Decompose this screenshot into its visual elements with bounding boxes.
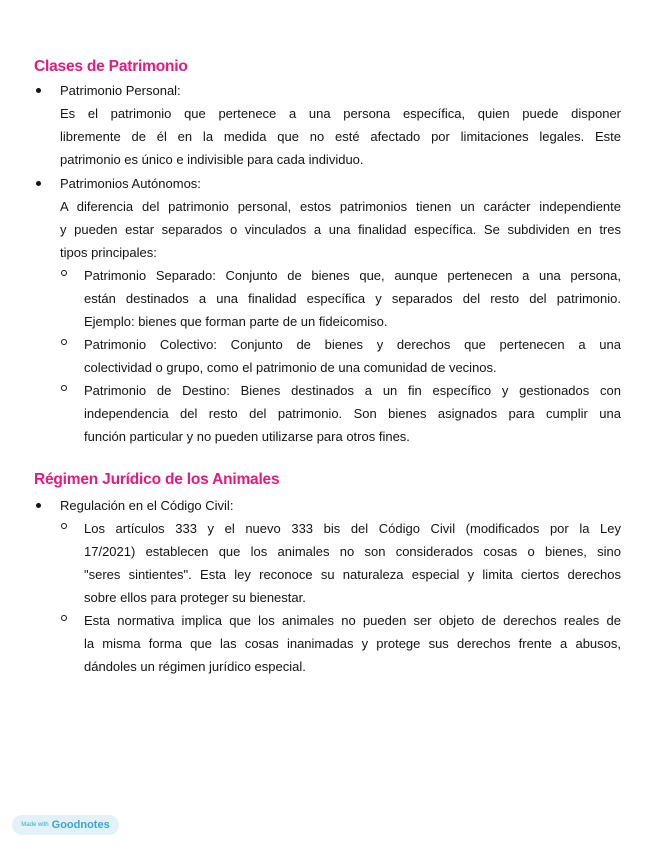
- paragraph-line: 17/2021) establecen que los animales no son considerados cosas o bienes, sino: [84, 544, 621, 559]
- paragraph-line: Patrimonio Colectivo: Conjunto de bienes y derechos que pertenecen a una: [84, 337, 621, 352]
- goodnotes-badge: [12, 815, 119, 835]
- sub-bullet-ring: [61, 270, 67, 276]
- paragraph-line: Patrimonio de Destino: Bienes destinados a un fin específico y gestionados con: [84, 383, 621, 398]
- section-title-regimen: Régimen Jurídico de los Animales: [34, 471, 280, 488]
- sub-bullet-ring: [61, 385, 67, 391]
- paragraph-line: Es el patrimonio que pertenece a una persona específica, quien puede disponer: [60, 106, 621, 121]
- paragraph-line: Los artículos 333 y el nuevo 333 bis del Código Civil (modificados por la Ley: [84, 521, 621, 536]
- paragraph-line: Esta normativa implica que los animales no pueden ser objeto de derechos reales de: [84, 613, 621, 628]
- bullet-dot: [36, 503, 41, 508]
- paragraph-line: "seres sintientes". Esta ley reconoce su naturaleza especial y limita ciertos derechos: [84, 567, 621, 582]
- goodnotes-brand: Goodnotes: [51, 819, 110, 831]
- label-regulacion: Regulación en el Código Civil:: [60, 498, 234, 513]
- paragraph-line: y pueden estar separados o vinculados a una finalidad específica. Se subdividen en tres: [60, 222, 621, 237]
- label-patrimonio-personal: Patrimonio Personal:: [60, 83, 181, 98]
- paragraph-line: independencia del resto del patrimonio. Son bienes asignados para cumplir una: [84, 406, 621, 421]
- paragraph-line: Ejemplo: bienes que forman parte de un fideicomiso.: [84, 314, 388, 329]
- made-with-label: Made with: [21, 822, 49, 828]
- label-patrimonios-autonomos: Patrimonios Autónomos:: [60, 176, 201, 191]
- paragraph-line: patrimonio es único e indivisible para cada individuo.: [60, 152, 364, 167]
- paragraph-line: colectividad o grupo, como el patrimonio de una comunidad de vecinos.: [84, 360, 497, 375]
- paragraph-line: A diferencia del patrimonio personal, estos patrimonios tienen un carácter independiente: [60, 199, 621, 214]
- paragraph-line: tipos principales:: [60, 245, 157, 260]
- bullet-dot: [36, 88, 41, 93]
- paragraph-line: están destinados a una finalidad específica y separados del resto del patrimonio.: [84, 291, 621, 306]
- paragraph-line: sobre ellos para proteger su bienestar.: [84, 590, 306, 605]
- paragraph-line: Patrimonio Separado: Conjunto de bienes que, aunque pertenecen a una persona,: [84, 268, 621, 283]
- bullet-dot: [36, 181, 41, 186]
- section-title-clases: Clases de Patrimonio: [34, 58, 188, 75]
- paragraph-line: libremente de él en la medida que no esté afectado por limitaciones legales. Este: [60, 129, 621, 144]
- sub-bullet-ring: [61, 615, 67, 621]
- sub-bullet-ring: [61, 523, 67, 529]
- sub-bullet-ring: [61, 339, 67, 345]
- paragraph-line: la misma forma que las cosas inanimadas y protege sus derechos frente a abusos,: [84, 636, 621, 651]
- paragraph-line: dándoles un régimen jurídico especial.: [84, 659, 306, 674]
- paragraph-line: función particular y no pueden utilizarse para otros fines.: [84, 429, 410, 444]
